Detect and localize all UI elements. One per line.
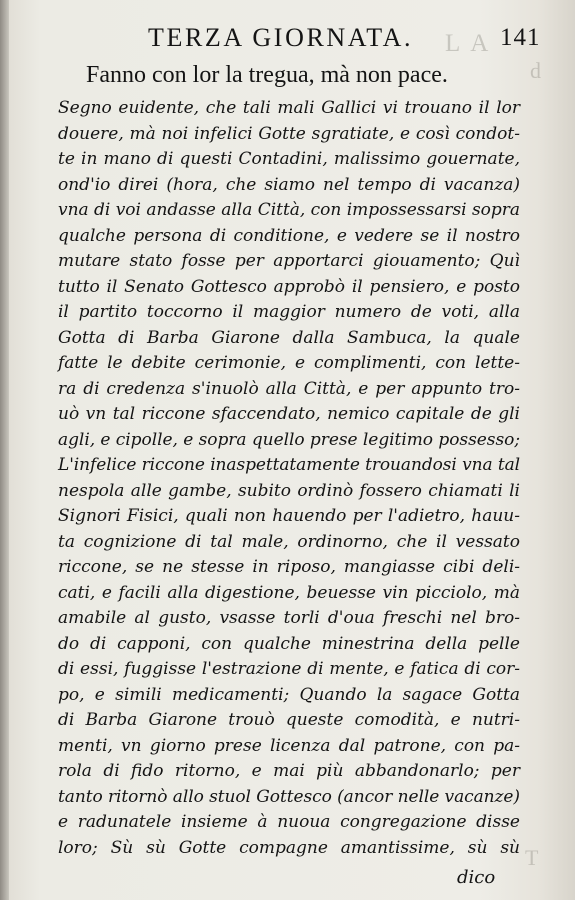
text-line: ond'io direi (hora, che siamo nel tempo di vacanza) xyxy=(58,174,520,195)
text-line: Segno euidente, che tali mali Gallici vi trouano il lor xyxy=(58,98,520,118)
bleed-through-text: L A xyxy=(445,30,492,57)
bleed-through-text: T xyxy=(525,845,539,870)
text-line: riccone, se ne stesse in riposo, mangiasse cibi deli- xyxy=(58,557,520,577)
bleed-through-text: d xyxy=(530,58,541,83)
text-line: ta cognizione di tal male, ordinorno, che il vessato xyxy=(58,531,520,552)
section-title: Fanno con lor la tregua, mà non pace. xyxy=(86,62,448,88)
text-line: di essi, fuggisse l'estrazione di mente, e fatica di cor- xyxy=(58,659,520,679)
text-line: ra di credenza s'inuolò alla Città, e per appunto tro- xyxy=(58,378,520,399)
text-line: amabile al gusto, vsasse torli d'oua freschi nel bro- xyxy=(58,608,520,628)
text-line: e radunatele insieme à nuoua congregazione disse xyxy=(58,812,520,832)
text-line: nespola alle gambe, subito ordinò fossero chiamati li xyxy=(58,480,520,501)
text-line: douere, mà noi infelici Gotte sgratiate, e così condot- xyxy=(58,123,520,144)
text-line: te in mano di questi Contadini, malissimo gouernate, xyxy=(58,149,520,169)
text-line: fatte le debite cerimonie, e complimenti, con lette- xyxy=(58,353,520,373)
page-left-edge-shadow xyxy=(0,0,9,900)
text-line: agli, e cipolle, e sopra quello prese legitimo possesso; xyxy=(58,429,520,450)
text-line: di Barba Giarone trouò queste comodità, e nutri- xyxy=(58,710,520,730)
text-line: mutare stato fosse per apportarci giouamento; Quì xyxy=(58,251,520,271)
running-title: TERZA GIORNATA. xyxy=(148,23,414,52)
text-line: uò vn tal riccone sfaccendato, nemico capitale de gli xyxy=(58,404,520,424)
text-line: Signori Fisici, quali non hauendo per l'adietro, hauu- xyxy=(58,506,520,526)
text-line: vna di voi andasse alla Città, con impossessarsi sopra xyxy=(58,200,520,220)
text-line: tutto il Senato Gottesco approbò il pensiero, e posto xyxy=(58,276,520,297)
text-line: cati, e facili alla digestione, beuesse vin picciolo, mà xyxy=(58,582,520,603)
text-line: menti, vn giorno prese licenza dal patrone, con pa- xyxy=(58,735,520,756)
text-line: do di capponi, con qualche minestrina della pelle xyxy=(58,633,520,654)
text-line: tanto ritornò allo stuol Gottesco (ancor nelle vacanze) xyxy=(58,786,520,807)
text-line: rola di fido ritorno, e mai più abbandonarlo; per xyxy=(58,761,520,781)
text-line: loro; Sù sù Gotte compagne amantissime, sù sù xyxy=(58,837,520,858)
text-line: il partito toccorno il maggior numero de voti, alla xyxy=(58,302,520,322)
text-line: qualche persona di conditione, e vedere se il nostro xyxy=(58,225,520,246)
text-line: Gotta di Barba Giarone dalla Sambuca, la quale xyxy=(58,327,520,348)
text-line: L'infelice riccone inaspettatamente trouandosi vna tal xyxy=(58,455,520,475)
body-text xyxy=(58,96,520,861)
catchword: dico xyxy=(457,867,496,888)
page-number: 141 xyxy=(500,24,541,51)
text-line: po, e simili medicamenti; Quando la sagace Gotta xyxy=(58,684,520,705)
